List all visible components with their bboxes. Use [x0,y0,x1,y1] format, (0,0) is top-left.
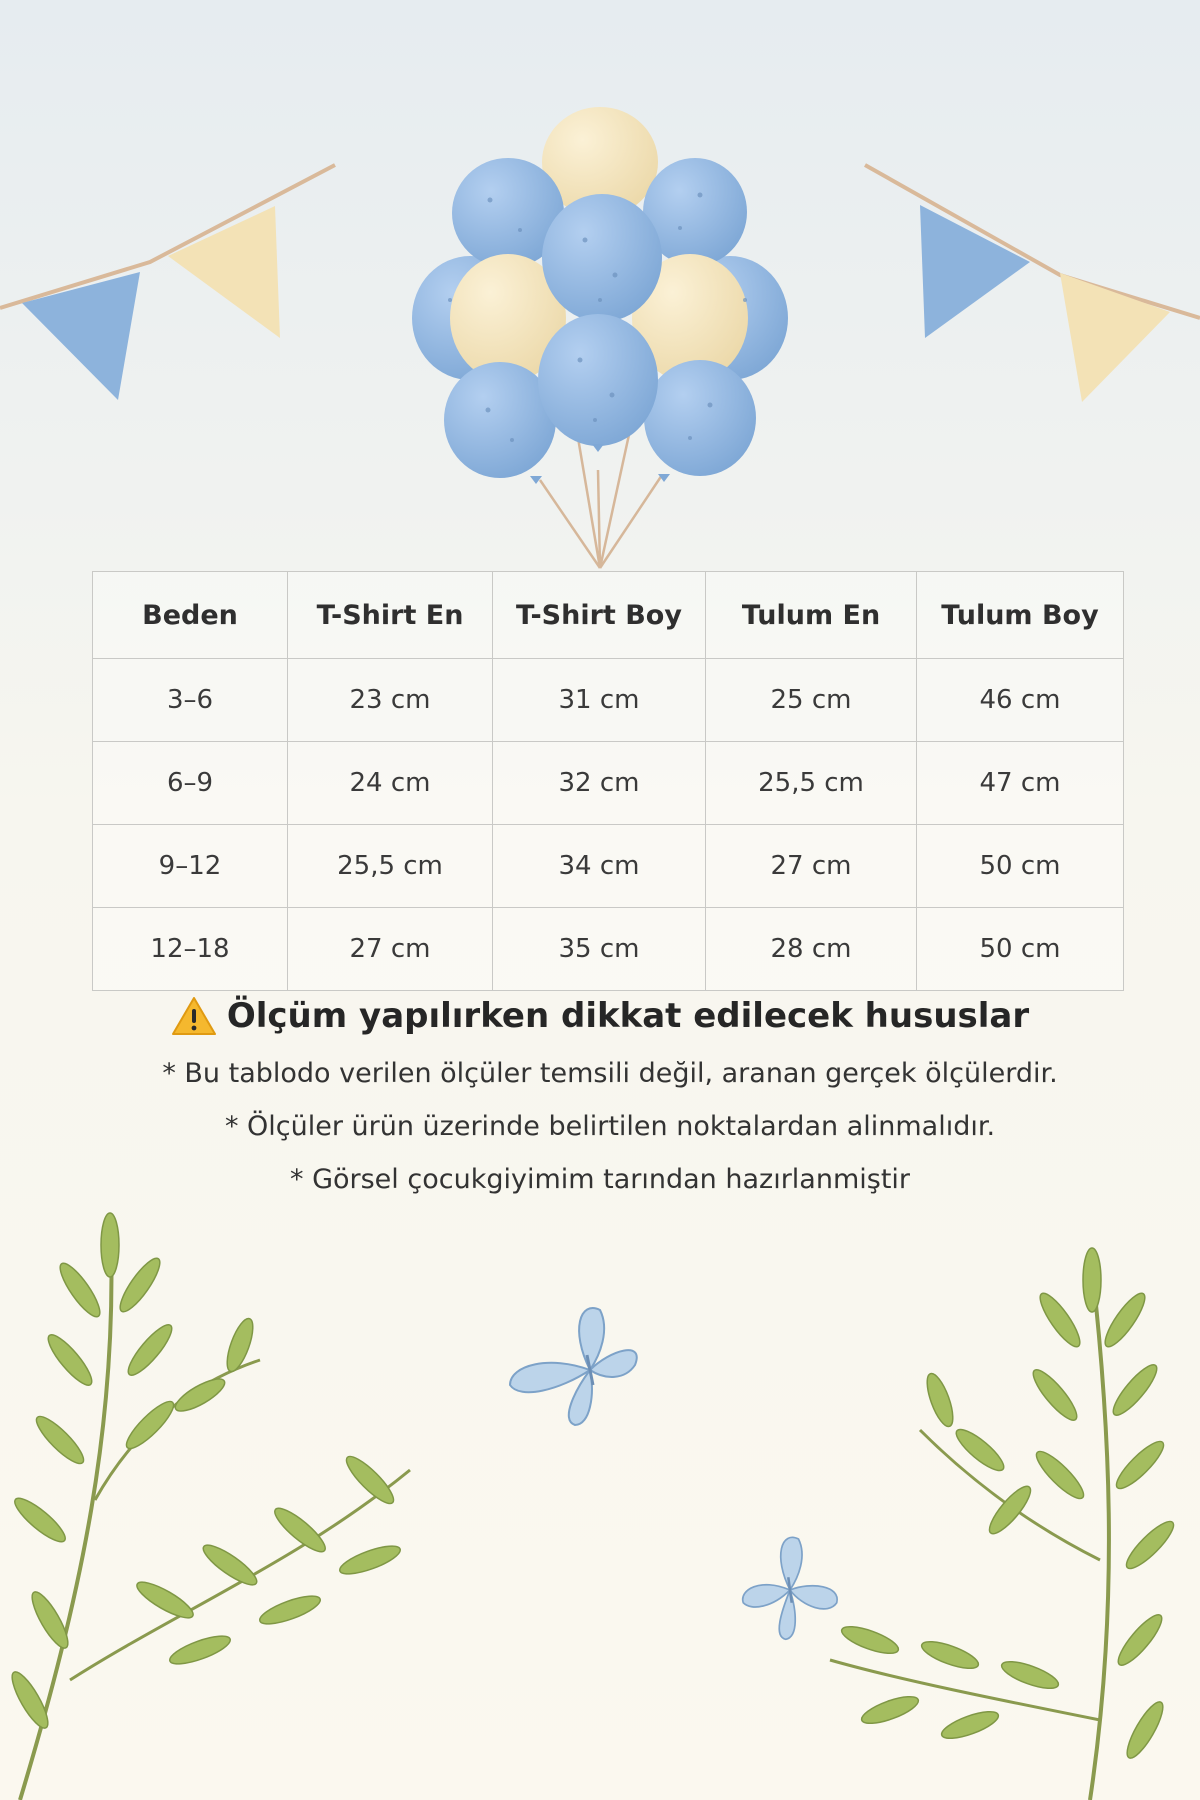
bunting-flags-left [0,165,335,400]
table-row [93,825,1124,908]
table-cell: 6–9 [93,742,288,825]
butterfly-icon [510,1308,637,1425]
measurement-notes [0,996,1200,1217]
header-tulum-en: Tulum En [706,572,917,659]
warning-icon [171,996,217,1036]
table-cell: 47 cm [917,742,1124,825]
note-line: * Bu tablodo verilen ölçüler temsili değil, aranan gerçek ölçülerdir. [162,1058,1058,1089]
table-cell: 27 cm [706,825,917,908]
leaf-branch-right [830,1248,1179,1800]
table-cell: 23 cm [288,659,493,742]
table-cell: 35 cm [493,908,706,991]
notes-heading [0,996,1200,1036]
table-row [93,908,1124,991]
table-cell: 32 cm [493,742,706,825]
table-cell: 50 cm [917,908,1124,991]
balloon-bunch-illustration [412,107,788,484]
table-cell: 25,5 cm [288,825,493,908]
notes-title-text: Ölçüm yapılırken dikkat edilecek hususlar [226,996,1030,1036]
header-tulum-boy: Tulum Boy [917,572,1124,659]
table-cell: 9–12 [93,825,288,908]
table-cell: 31 cm [493,659,706,742]
header-beden: Beden [93,572,288,659]
size-chart-table [92,571,1124,991]
table-cell: 25,5 cm [706,742,917,825]
table-row [93,659,1124,742]
note-line: * Görsel çocukgiyimim tarından hazırlanmiştir [289,1164,911,1195]
table-cell: 24 cm [288,742,493,825]
butterfly-icon [743,1537,837,1639]
table-cell: 46 cm [917,659,1124,742]
table-cell: 12–18 [93,908,288,991]
table-header-row [93,572,1124,659]
header-tshirt-en: T-Shirt En [288,572,493,659]
table-cell: 25 cm [706,659,917,742]
table-row [93,742,1124,825]
table-cell: 3–6 [93,659,288,742]
table-cell: 27 cm [288,908,493,991]
table-cell: 50 cm [917,825,1124,908]
note-line: * Ölçüler ürün üzerinde belirtilen noktalardan alinmalıdır. [224,1111,996,1142]
table-cell: 34 cm [493,825,706,908]
leaf-branch-left [6,1213,410,1800]
header-tshirt-boy: T-Shirt Boy [493,572,706,659]
bunting-flags-right [865,165,1200,402]
table-cell: 28 cm [706,908,917,991]
size-chart-table-container [92,571,1108,991]
